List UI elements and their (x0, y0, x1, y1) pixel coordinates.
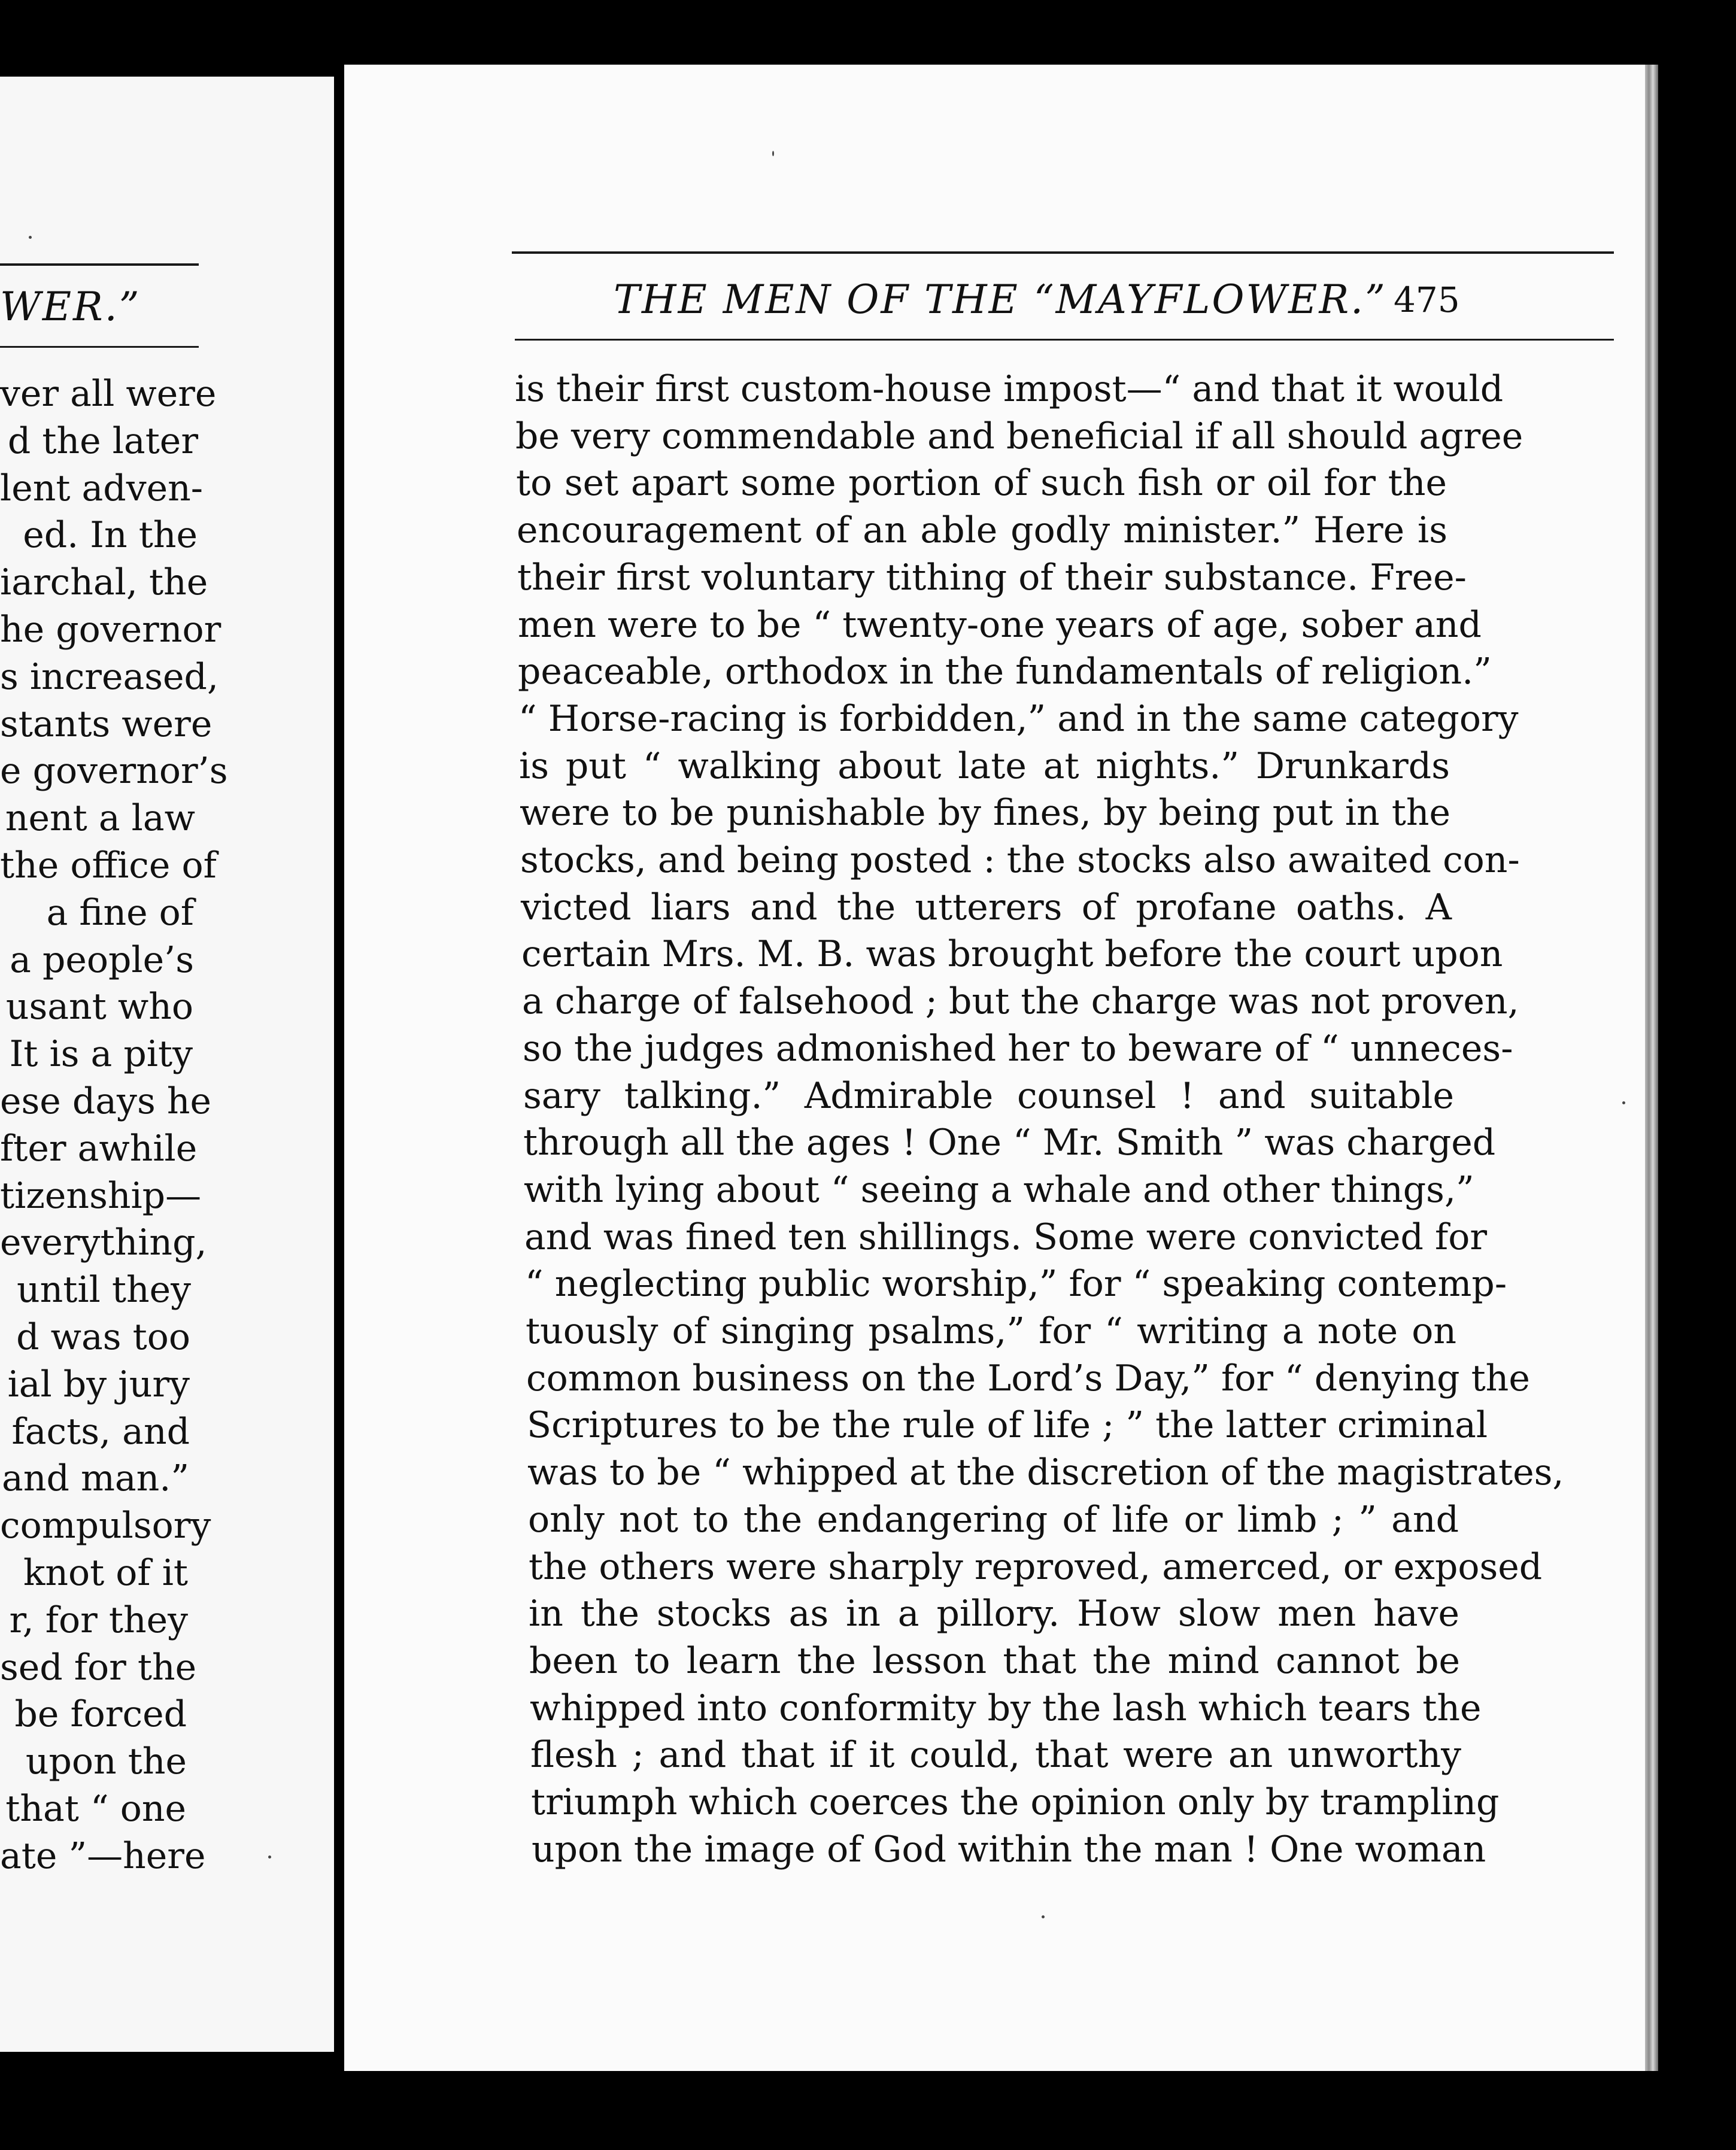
running-head: THE MEN OF THE “MAYFLOWER.” (614, 277, 1387, 323)
right-page (344, 65, 1645, 2071)
scan-speck (1042, 1915, 1045, 1918)
body-text-line: flesh ; and that if it could, that were an unworthy (530, 1734, 1461, 1777)
body-text-line: ate ”—here (0, 1835, 206, 1877)
body-text-line: and was fined ten shillings. Some were convicted for (524, 1216, 1488, 1258)
body-text-line: common business on the Lord’s Day,” for “ denying the (526, 1357, 1530, 1399)
body-text-line: lent adven- (0, 467, 204, 509)
body-text-line: is their first custom-house impost—“ and that it would (515, 368, 1504, 410)
body-text-line: be very commendable and beneficial if all should agree (515, 415, 1523, 457)
body-text-line: be forced (14, 1693, 187, 1736)
body-text-line: only not to the endangering of life or limb ; ” and (528, 1498, 1459, 1541)
body-text-line: everything, (0, 1222, 207, 1264)
body-text-line: men were to be “ twenty-one years of age, sober and (518, 603, 1482, 646)
left-page (0, 77, 334, 2052)
body-text-line: iarchal, the (0, 561, 208, 604)
body-text-line: stocks, and being posted : the stocks also awaited con- (520, 839, 1520, 881)
body-text-line: upon the (25, 1741, 187, 1783)
body-text-line: ed. In the (23, 514, 198, 557)
body-text-line: usant who (5, 986, 193, 1028)
body-text-line: knot of it (23, 1552, 188, 1594)
body-text-line: and man.” (2, 1457, 189, 1500)
body-text-line: in the stocks as in a pillory. How slow men have (529, 1593, 1459, 1635)
body-text-line: ese days he (0, 1080, 211, 1122)
body-text-line: encouragement of an able godly minister.” Here is (517, 509, 1447, 552)
body-text-line: e governor’s (0, 750, 228, 792)
body-text-line: ver all were (0, 373, 217, 415)
body-text-line: a charge of falsehood ; but the charge was not proven, (522, 980, 1519, 1023)
body-text-line: “ neglecting public worship,” for “ speaking contemp- (525, 1263, 1507, 1305)
body-text-line: a people’s (10, 939, 194, 981)
body-text-line: that “ one (5, 1788, 186, 1830)
body-text-line: s increased, (0, 655, 219, 698)
body-text-line: was to be “ whipped at the discretion of the magistrates, (527, 1451, 1564, 1494)
body-text-line: r, for they (9, 1599, 188, 1641)
scan-speck (1622, 1101, 1625, 1104)
body-text-line: the office of (0, 845, 217, 886)
body-text-line: tizenship— (0, 1174, 202, 1217)
body-text-line: triumph which coerces the opinion only by trampling (531, 1781, 1500, 1823)
left-header-bottom-rule (0, 346, 199, 348)
body-text-line: so the judges admonished her to beware of “ unneces- (523, 1027, 1513, 1070)
body-text-line: certain Mrs. M. B. was brought before the court upon (521, 933, 1503, 976)
body-text-line: their first voluntary tithing of their substance. Free- (517, 556, 1467, 599)
body-text-line: Scriptures to be the rule of life ; ” the latter criminal (527, 1404, 1488, 1447)
body-text-line: ial by jury (7, 1363, 190, 1405)
body-text-line: tuously of singing psalms,” for “ writing a note on (526, 1310, 1456, 1352)
body-text-line: whipped into conformity by the lash which tears the (530, 1687, 1482, 1729)
body-text-line: a fine of (46, 891, 194, 934)
body-text-line: stants were (0, 703, 213, 745)
body-text-line: compulsory (0, 1505, 211, 1547)
body-text-line: fter awhile (0, 1127, 198, 1170)
left-running-head: WER.” (0, 284, 141, 330)
scan-speck (772, 151, 774, 156)
body-text-line: peaceable, orthodox in the fundamentals of religion.” (518, 651, 1492, 693)
left-header-top-rule (0, 263, 199, 266)
body-text-line: until they (16, 1269, 191, 1311)
page-number: 475 (1394, 280, 1460, 320)
body-text-line: to set apart some portion of such fish or oil for the (516, 462, 1447, 505)
body-text-line: d the later (7, 420, 198, 462)
body-text-line: through all the ages ! One “ Mr. Smith ” was charged (523, 1122, 1496, 1164)
page-edge-shadow (1645, 65, 1658, 2071)
body-text-line: sary talking.” Admirable counsel ! and suitable (523, 1074, 1454, 1117)
body-text-line: been to learn the lesson that the mind cannot be (529, 1639, 1460, 1682)
body-text-line: is put “ walking about late at nights.” Drunkards (519, 745, 1450, 787)
body-text-line: he governor (0, 609, 221, 651)
body-text-line: were to be punishable by fines, by being put in the (520, 792, 1450, 834)
body-text-line: nent a law (5, 797, 195, 840)
body-text-line: victed liars and the utterers of profane oaths. A (521, 886, 1452, 928)
body-text-line: facts, and (11, 1410, 190, 1453)
body-text-line: d was too (16, 1316, 190, 1358)
scan-speck (29, 236, 32, 239)
scan-speck (268, 1856, 271, 1859)
body-text-line: sed for the (0, 1646, 197, 1689)
body-text-line: upon the image of God within the man ! One woman (532, 1828, 1486, 1870)
right-header-bottom-rule (515, 339, 1614, 341)
body-text-line: the others were sharply reproved, amerced, or exposed (529, 1545, 1543, 1588)
body-text-line: with lying about “ seeing a whale and other things,” (524, 1168, 1474, 1211)
body-text-line: “ Horse-racing is forbidden,” and in the same category (518, 697, 1519, 740)
right-header-top-rule (512, 251, 1614, 254)
body-text-line: It is a pity (9, 1033, 193, 1076)
